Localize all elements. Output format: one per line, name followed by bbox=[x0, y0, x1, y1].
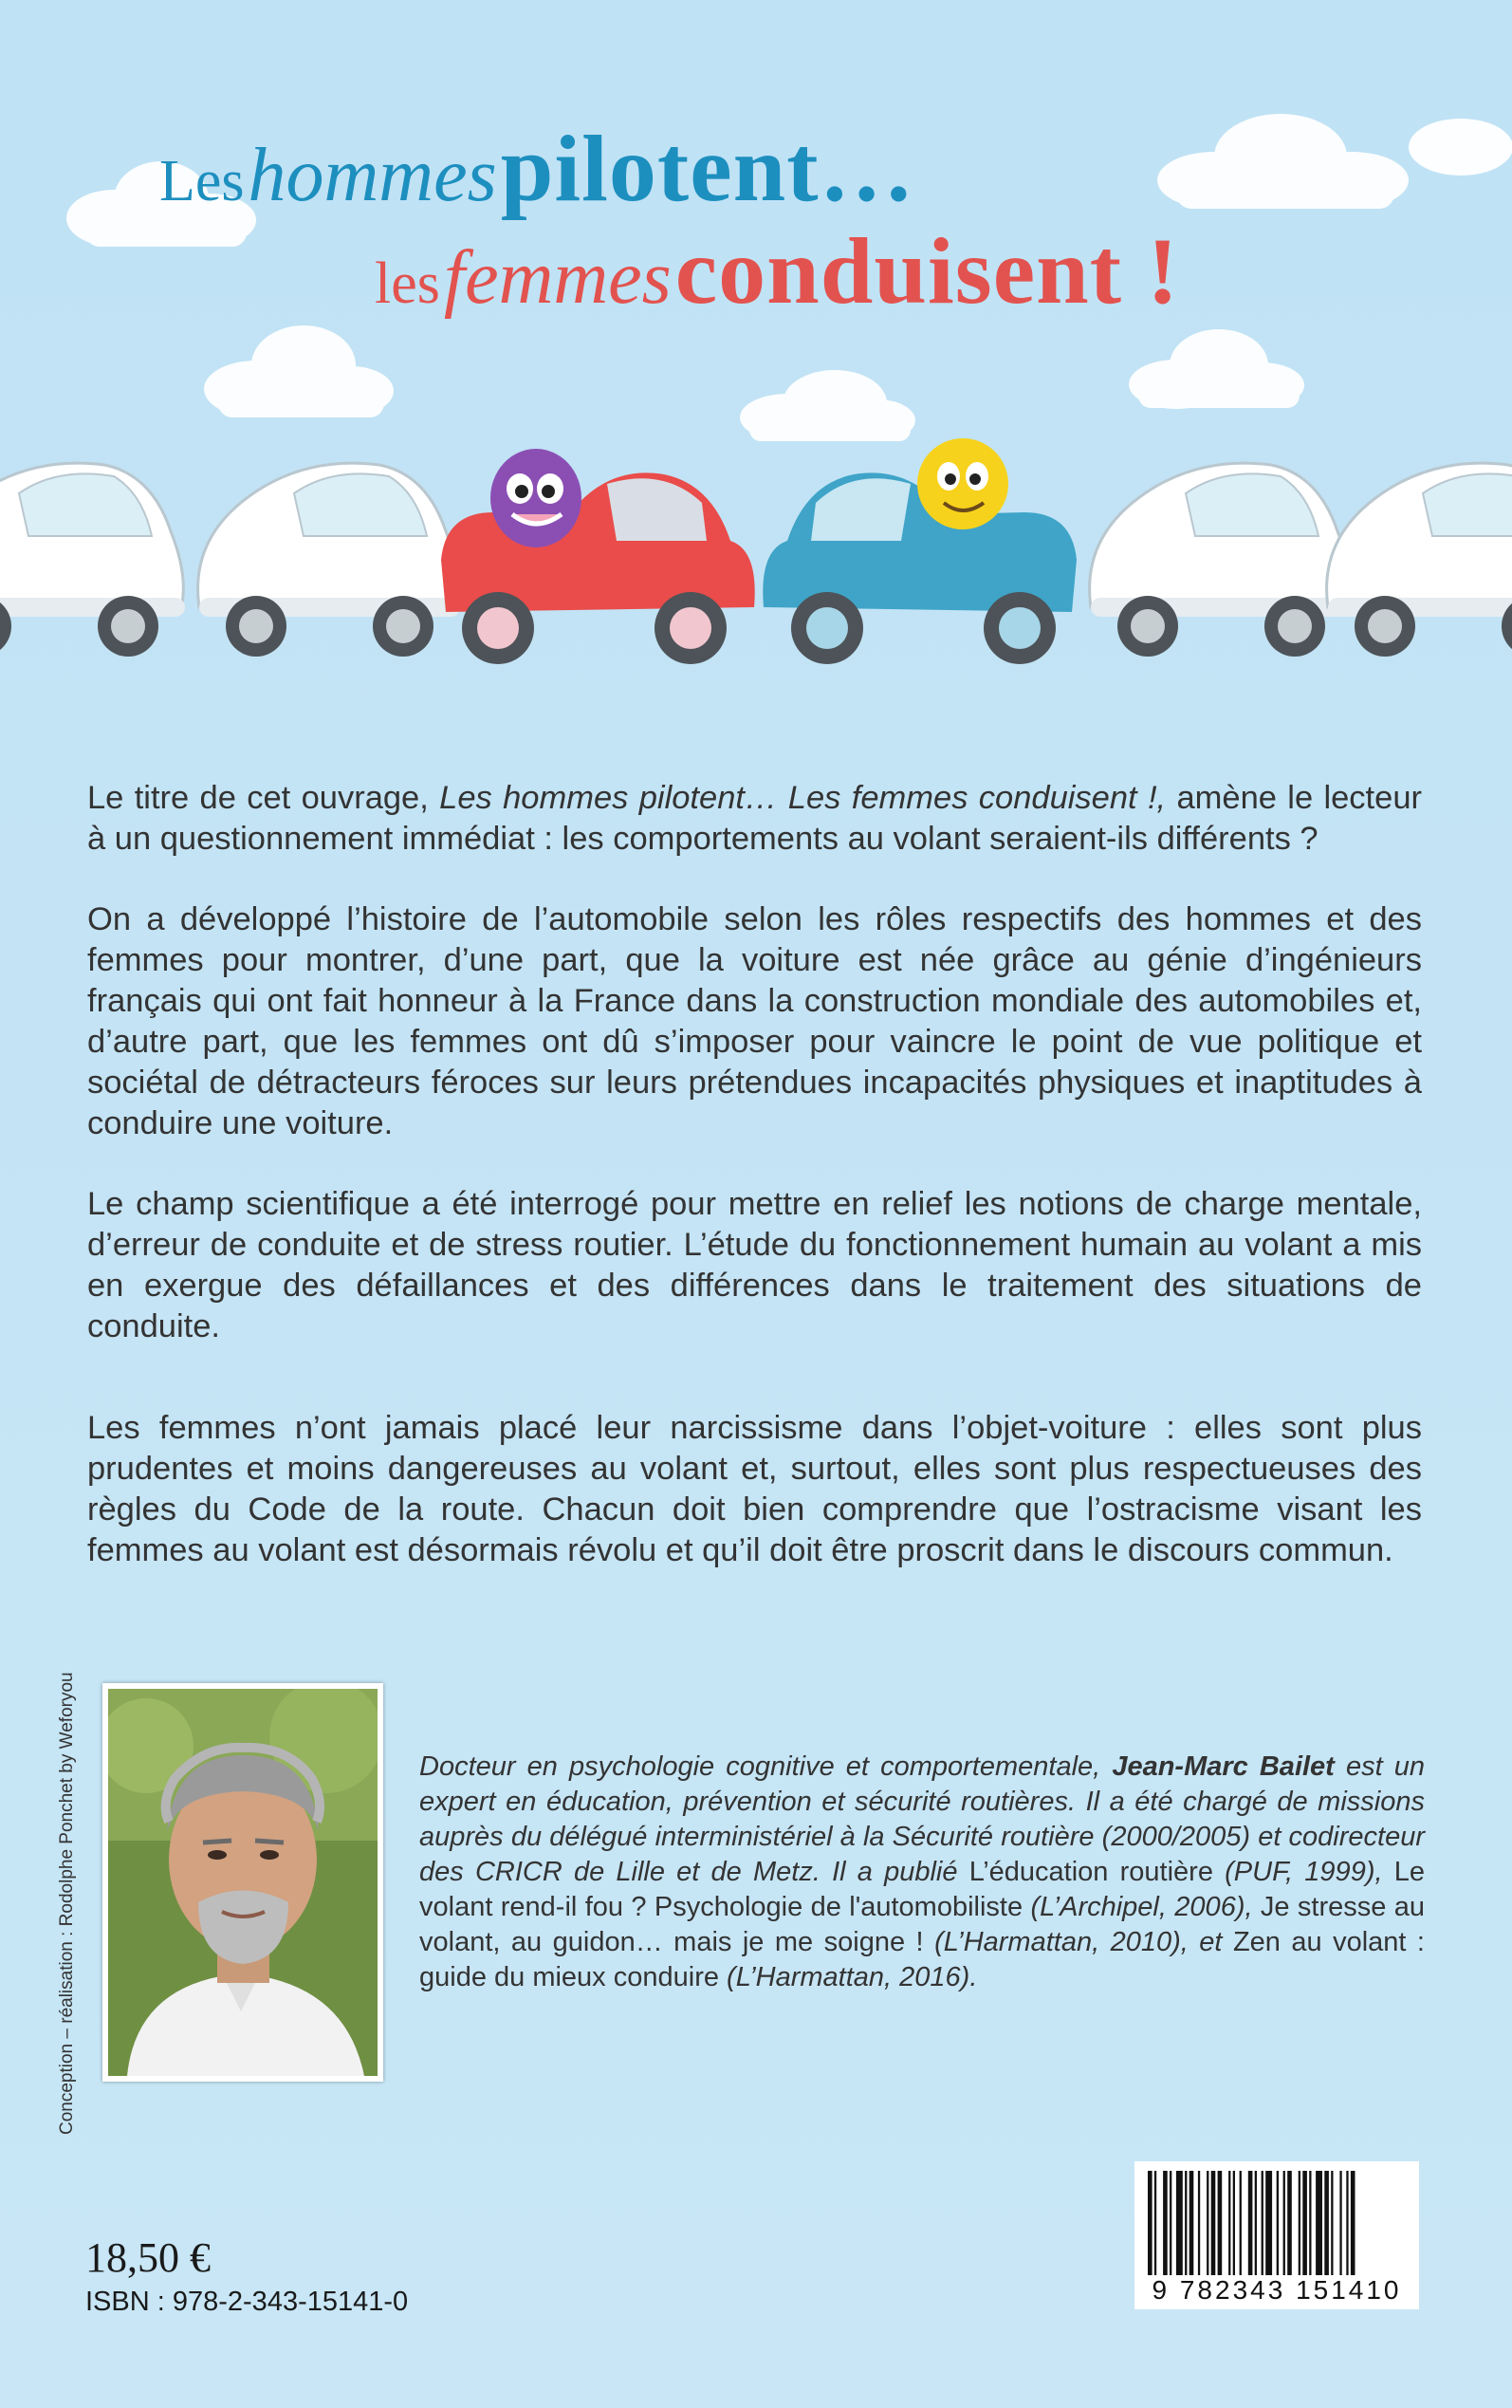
barcode-bar bbox=[1207, 2171, 1208, 2277]
cars-illustration bbox=[0, 408, 1512, 664]
cloud-icon bbox=[1404, 104, 1512, 180]
paragraph-3 bbox=[87, 1184, 1422, 1347]
bio-book-3: Je stresse au volant, au guidon… mais je me soigne ! bbox=[419, 1892, 1425, 1957]
barcode-bar bbox=[1185, 2171, 1187, 2277]
barcode-bar bbox=[1218, 2171, 1223, 2277]
yellow-smiley-icon bbox=[917, 438, 1008, 529]
p2-text: On a développé l’histoire de l’automobile selon les rôles respectifs des hommes et des femmes pour montrer, d’une part, que la voiture est née grâce au génie d’ingénieurs français qui ont fait honneur à la France dans la construction mondiale des automobiles et, d’autre part, que les femmes ont dû s’imposer pour vaincre le point de vue politique et sociétal de détracteurs féroces sur leurs prétendues incapacités physiques et inaptitudes à conduire une voiture. bbox=[87, 901, 1422, 1141]
barcode-bar bbox=[1228, 2171, 1230, 2277]
barcode-digits: 9 782343 151410 bbox=[1137, 2275, 1416, 2306]
title-line-1 bbox=[159, 114, 915, 223]
barcode-bar bbox=[1351, 2171, 1355, 2277]
barcode-bar bbox=[1309, 2171, 1311, 2277]
barcode-bar bbox=[1299, 2171, 1300, 2277]
car-icon bbox=[1327, 463, 1512, 657]
title-word-les: Les bbox=[159, 149, 245, 213]
barcode-bar bbox=[1316, 2171, 1322, 2277]
barcode-bar bbox=[1339, 2171, 1341, 2277]
bio-s1: Docteur en psychologie cognitive et comportementale, bbox=[419, 1751, 1113, 1782]
barcode-bar bbox=[1163, 2171, 1168, 2277]
barcode-bar bbox=[1346, 2171, 1348, 2277]
car-icon bbox=[0, 463, 185, 657]
barcode-bar bbox=[1176, 2171, 1183, 2277]
p3-text: Le champ scientifique a été interrogé pour mettre en relief les notions de charge mentale, d’erreur de conduite et de stress routier. L’étude du fonctionnement humain au volant a mis en exergue des défaillances et des différences dans le traitement des situations de conduite. bbox=[87, 1186, 1422, 1344]
title-word-femmes: femmes bbox=[443, 236, 672, 320]
purple-character-icon bbox=[490, 449, 581, 547]
author-bio bbox=[419, 1750, 1425, 1995]
bio-s6: (L’Harmattan, 2016). bbox=[718, 1962, 978, 1992]
car-icon bbox=[1090, 463, 1352, 657]
barcode-bar bbox=[1170, 2171, 1171, 2277]
barcode-bar bbox=[1283, 2171, 1285, 2277]
bio-s4: (L’Archipel, 2006), bbox=[1023, 1892, 1261, 1922]
barcode-bar bbox=[1189, 2171, 1194, 2277]
photo-credit: Conception – réalisation : Rodolphe Ponchet by Weforyou bbox=[57, 1672, 77, 2135]
barcode-bar bbox=[1324, 2171, 1329, 2277]
title-word-conduisent: conduisent ! bbox=[674, 218, 1180, 324]
blue-car bbox=[763, 438, 1077, 664]
title-line-2 bbox=[375, 216, 1179, 325]
barcode-bar bbox=[1331, 2171, 1333, 2277]
price: 18,50 € bbox=[85, 2234, 211, 2281]
barcode-bar bbox=[1198, 2171, 1200, 2277]
barcode-bar bbox=[1287, 2171, 1292, 2277]
isbn: ISBN : 978-2-343-15141-0 bbox=[85, 2287, 409, 2317]
red-car bbox=[441, 449, 755, 664]
bio-book-2: Le volant rend-il fou ? Psychologie de l'automobiliste bbox=[419, 1857, 1425, 1922]
title-word-les-2: les bbox=[375, 251, 440, 316]
bio-author-name: Jean-Marc Bailet bbox=[1112, 1751, 1335, 1782]
bio-s5: (L’Harmattan, 2010), et bbox=[923, 1927, 1233, 1957]
car-icon bbox=[198, 463, 460, 657]
barcode-bar bbox=[1265, 2171, 1272, 2277]
cloud-icon bbox=[1138, 104, 1423, 218]
cloud-icon bbox=[1119, 323, 1309, 417]
barcode-bar bbox=[1248, 2171, 1253, 2277]
barcode-bar bbox=[1240, 2171, 1242, 2277]
paragraph-2 bbox=[87, 899, 1422, 1144]
author-photo bbox=[102, 1683, 383, 2082]
barcode-bar bbox=[1211, 2171, 1216, 2277]
p1-end: amène le lecteur à un questionnement immédiat : les comportements au volant seraient-ils différents ? bbox=[87, 780, 1422, 857]
barcode-bar bbox=[1277, 2171, 1279, 2277]
barcode-bar bbox=[1302, 2171, 1307, 2277]
barcode-bar bbox=[1148, 2171, 1152, 2277]
paragraph-1 bbox=[87, 778, 1422, 860]
p1-italic-title: Les hommes pilotent… Les femmes conduisent !, bbox=[439, 780, 1167, 816]
paragraph-4 bbox=[87, 1408, 1422, 1571]
bio-s2: est un expert en éducation, prévention et sécurité routières. Il a été chargé de missions auprès du délégué interministériel à la Sécurité routière (2000/2005) et codirecteur des CRICR de Lille et de Metz. Il a publié bbox=[419, 1751, 1425, 1887]
barcode-bar bbox=[1262, 2171, 1263, 2277]
barcode-bar bbox=[1233, 2171, 1235, 2277]
p1-start: Le titre de cet ouvrage, bbox=[87, 780, 440, 816]
barcode-bar bbox=[1154, 2171, 1156, 2277]
barcode-bar bbox=[1255, 2171, 1257, 2277]
bio-book-1: L’éducation routière bbox=[968, 1857, 1213, 1887]
title-word-hommes: hommes bbox=[248, 134, 497, 217]
bio-s3: (PUF, 1999), bbox=[1212, 1857, 1394, 1887]
p4-text: Les femmes n’ont jamais placé leur narcissisme dans l’objet-voiture : elles sont plus prudentes et moins dangereuses au volant et, surtout, elles sont plus respectueuses des règles du Code de la route. Chacun doit bien comprendre que l’ostracisme visant les femmes au volant est désormais révolu et qu’il doit être proscrit dans le discours commun. bbox=[87, 1410, 1422, 1568]
title-word-pilotent: pilotent… bbox=[500, 116, 915, 221]
bio-book-4: Zen au volant : guide du mieux conduire bbox=[419, 1927, 1425, 1992]
